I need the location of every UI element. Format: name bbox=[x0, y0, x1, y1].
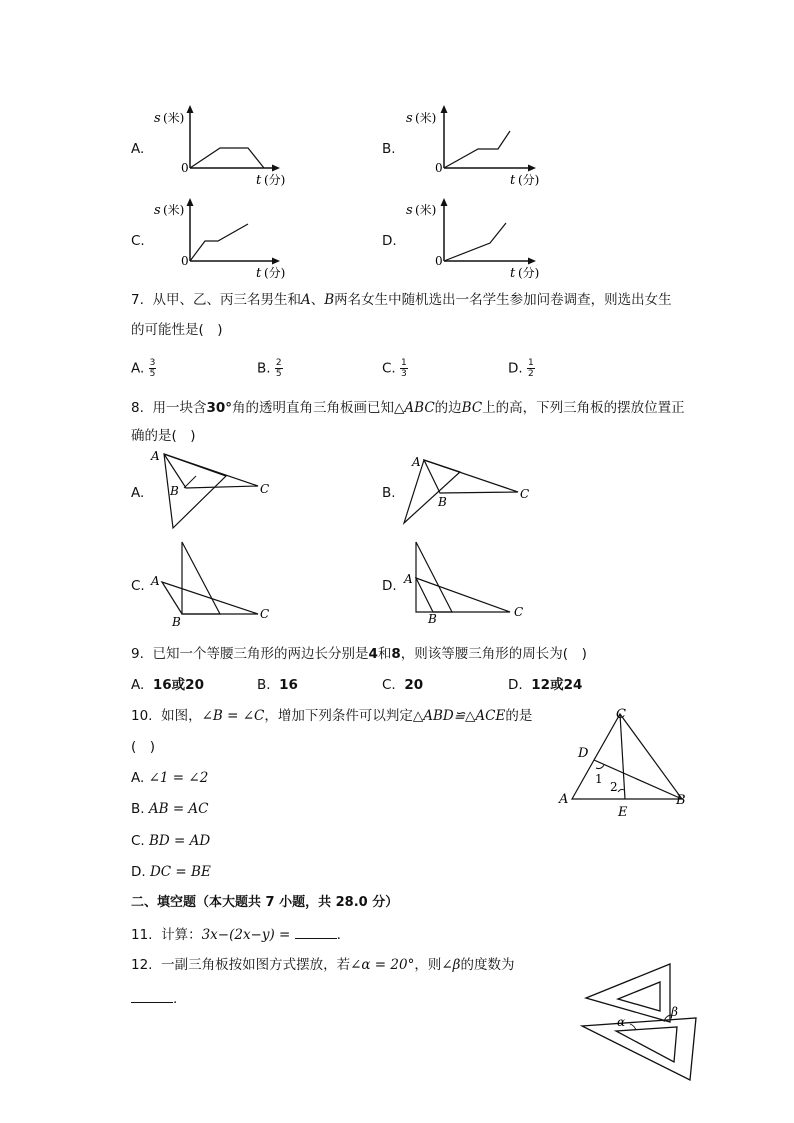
q8-option-c-label: C. bbox=[131, 578, 145, 594]
svg-text:A: A bbox=[151, 574, 160, 588]
axis-s-unit: (米) bbox=[163, 203, 185, 217]
option-label: A. bbox=[131, 360, 145, 377]
svg-text:C: C bbox=[260, 482, 270, 496]
q12-text: 的度数为 bbox=[460, 957, 515, 973]
q11-answer-blank[interactable] bbox=[295, 926, 337, 939]
q8-degree: 30° bbox=[206, 400, 233, 416]
q10-condition: ∠B = ∠C bbox=[201, 708, 265, 724]
axis-t-label: t bbox=[510, 266, 516, 281]
axis-s-unit: (米) bbox=[163, 111, 185, 125]
option-label: C. bbox=[382, 360, 396, 377]
q8-line-1 bbox=[131, 400, 685, 416]
q8-figure-d bbox=[398, 538, 538, 630]
q7-option-d bbox=[508, 358, 535, 379]
svg-text:B: B bbox=[438, 495, 447, 509]
q9-text: ，则该等腰三角形的周长为( ) bbox=[400, 646, 587, 662]
q6-option-a-label: A. bbox=[131, 141, 145, 157]
q10-paren: ( ) bbox=[131, 739, 156, 755]
origin-label: 0 bbox=[181, 161, 189, 175]
q6-option-c-label: C. bbox=[131, 233, 145, 249]
q9-option-b: B. 16 bbox=[257, 677, 298, 693]
origin-label: 0 bbox=[435, 161, 443, 175]
fraction: $\frac{2}{5}$ bbox=[275, 358, 282, 379]
q12-answer-blank[interactable] bbox=[131, 990, 173, 1003]
axis-t-label: t bbox=[256, 266, 262, 281]
q10-number: 10. bbox=[131, 708, 153, 724]
fraction: $\frac{1}{2}$ bbox=[527, 358, 534, 379]
q7-option-b bbox=[257, 358, 283, 379]
q7-text-2: 两名女生中随机选出一名学生参加问卷调查，则选出女生 bbox=[334, 292, 672, 308]
fraction: $\frac{1}{3}$ bbox=[401, 358, 407, 379]
q10-option-c: C. BD = AD bbox=[131, 833, 211, 849]
svg-text:1: 1 bbox=[595, 772, 603, 786]
axis-t-label: t bbox=[510, 173, 516, 188]
q8-text: 的边 bbox=[434, 400, 462, 416]
svg-text:B: B bbox=[170, 484, 179, 498]
q12-alpha: ∠α = 20° bbox=[350, 957, 415, 973]
q9-option-c: C. 20 bbox=[382, 677, 424, 693]
svg-text:C: C bbox=[616, 707, 626, 722]
q11-expression: 3x−(2x−y) = bbox=[201, 927, 291, 943]
q10-figure bbox=[552, 704, 702, 824]
q9-text: 和 bbox=[377, 646, 392, 662]
axis-s-label: s bbox=[406, 111, 413, 126]
axis-s-label: s bbox=[406, 203, 413, 218]
q8-text: 用一块含 bbox=[152, 400, 207, 416]
origin-label: 0 bbox=[435, 254, 443, 268]
q7-var-a: A bbox=[300, 292, 311, 308]
q8-text: 角的透明直角三角板画已知 bbox=[232, 400, 395, 416]
q7-var-b: B bbox=[324, 292, 335, 308]
q9-number: 9. bbox=[131, 646, 144, 662]
q9-text: 已知一个等腰三角形的两边长分别是 bbox=[152, 646, 369, 662]
q8-triangle: △ABC bbox=[394, 400, 435, 416]
q7-text-1: 从甲、乙、丙三名男生和 bbox=[152, 292, 301, 308]
svg-text:C: C bbox=[260, 607, 270, 621]
q10-line-1 bbox=[131, 708, 532, 724]
q8-option-a-label: A. bbox=[131, 485, 145, 501]
q11-line: 11. 计算：3x−(2x−y) = . bbox=[131, 927, 341, 943]
q8-side: BC bbox=[461, 400, 483, 416]
q9-value: 4 bbox=[368, 646, 378, 662]
axis-t-unit: (分) bbox=[264, 173, 286, 187]
q6-graph-a bbox=[150, 104, 300, 190]
q6-graph-c bbox=[150, 196, 300, 282]
svg-text:A: A bbox=[151, 449, 160, 463]
q10-conclusion: △ABD≌△ACE bbox=[412, 708, 506, 724]
q8-figure-b bbox=[398, 448, 538, 538]
svg-text:2: 2 bbox=[610, 780, 618, 794]
q7-option-a bbox=[131, 358, 156, 379]
q8-number: 8. bbox=[131, 400, 144, 416]
q12-beta: ∠β bbox=[441, 957, 461, 973]
axis-s-label: s bbox=[154, 111, 161, 126]
fraction: $\frac{3}{5}$ bbox=[149, 358, 156, 379]
option-label: B. bbox=[257, 360, 271, 377]
option-label: D. bbox=[508, 360, 523, 377]
q7-option-c bbox=[382, 358, 408, 379]
svg-text:α: α bbox=[617, 1015, 626, 1029]
axis-s-label: s bbox=[154, 203, 161, 218]
svg-text:D: D bbox=[578, 746, 589, 761]
q9-option-d: D. 12或24 bbox=[508, 677, 583, 693]
svg-text:β: β bbox=[671, 1005, 678, 1019]
svg-text:C: C bbox=[514, 605, 524, 619]
q10-option-b: B. AB = AC bbox=[131, 801, 209, 817]
svg-text:A: A bbox=[412, 455, 421, 469]
q11-number: 11. bbox=[131, 927, 153, 943]
q10-text: 的是 bbox=[505, 708, 533, 724]
q8-option-b-label: B. bbox=[382, 485, 396, 501]
q10-text: ，增加下列条件可以判定 bbox=[264, 708, 413, 724]
q11-text: 计算： bbox=[161, 927, 202, 943]
q12-number: 12. bbox=[131, 957, 153, 973]
axis-s-unit: (米) bbox=[415, 203, 437, 217]
q12-figure bbox=[578, 960, 698, 1086]
q10-option-d: D. DC = BE bbox=[131, 864, 211, 880]
q7-separator: 、 bbox=[310, 292, 325, 308]
svg-text:B: B bbox=[428, 612, 437, 626]
q8-figure-a bbox=[148, 446, 288, 536]
q6-graph-d bbox=[400, 196, 550, 282]
axis-s-unit: (米) bbox=[415, 111, 437, 125]
q9-option-a: A. 16或20 bbox=[131, 677, 204, 693]
svg-text:C: C bbox=[520, 487, 530, 501]
q8-figure-c bbox=[148, 538, 288, 630]
origin-label: 0 bbox=[181, 254, 189, 268]
q7-line-1 bbox=[131, 292, 672, 308]
q10-text: 如图， bbox=[161, 708, 202, 724]
svg-text:E: E bbox=[618, 805, 628, 820]
q12-text: ，则 bbox=[414, 957, 442, 973]
q8-text-2: 确的是( ) bbox=[131, 428, 196, 444]
q12-line-2: . bbox=[131, 990, 177, 1007]
q10-option-a: A. ∠1 = ∠2 bbox=[131, 770, 209, 786]
axis-t-unit: (分) bbox=[264, 266, 286, 280]
q12-line-1 bbox=[131, 957, 514, 973]
axis-t-unit: (分) bbox=[518, 173, 540, 187]
q9-value: 8 bbox=[391, 646, 401, 662]
axis-t-label: t bbox=[256, 173, 262, 188]
q12-text: 一副三角板按如图方式摆放，若 bbox=[161, 957, 351, 973]
axis-t-unit: (分) bbox=[518, 266, 540, 280]
section-2-title: 二、填空题（本大题共 7 小题，共 28.0 分） bbox=[131, 895, 399, 910]
svg-text:B: B bbox=[172, 615, 181, 629]
q7-text-3: 的可能性是( ) bbox=[131, 322, 223, 338]
svg-text:B: B bbox=[676, 793, 686, 808]
svg-text:A: A bbox=[404, 572, 413, 586]
q8-text: 上的高，下列三角板的摆放位置正 bbox=[482, 400, 685, 416]
q6-graph-b bbox=[400, 104, 550, 190]
q9-line bbox=[131, 646, 587, 662]
q7-number: 7. bbox=[131, 292, 144, 308]
svg-text:A: A bbox=[559, 792, 569, 807]
q6-option-b-label: B. bbox=[382, 141, 396, 157]
q8-option-d-label: D. bbox=[382, 578, 397, 594]
q6-option-d-label: D. bbox=[382, 233, 397, 249]
